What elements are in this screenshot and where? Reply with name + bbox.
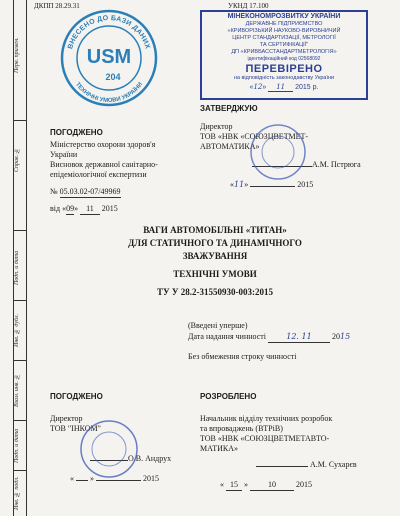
reg-line7: ідентифікаційний код 02568092 xyxy=(247,56,321,62)
developed-date: « 15 » 10 2015 xyxy=(220,480,312,489)
side-divider xyxy=(13,300,26,301)
agreed-left-org: Міністерство охорони здоров'я xyxy=(50,140,156,149)
title-line2: ДЛЯ СТАТИЧНОГО ТА ДИНАМІЧНОГО xyxy=(128,238,302,248)
registration-stamp xyxy=(200,10,368,100)
approved-role: Директор xyxy=(200,122,233,131)
side-label: Взам. инв. № xyxy=(14,373,20,407)
approved-block: ЗАТВЕРДЖУЮ Директор ТОВ «НВК «СОЮЗЦВЕТМЕТ- АВТОМАТИКА» А.М. Пстрюга «11» 2015 xyxy=(200,104,380,190)
side-label: Перв. примен. xyxy=(14,37,20,73)
developed-line1: Начальник відділу технічних розробок xyxy=(200,414,333,423)
title-line4: ТЕХНІЧНІ УМОВИ xyxy=(173,269,257,279)
side-label: Подп. и дата xyxy=(14,250,20,285)
agreed-bottom-role: Директор xyxy=(50,414,83,423)
reg-line4: ЦЕНТР СТАНДАРТИЗАЦІЇ, МЕТРОЛОГІЇ xyxy=(232,35,336,41)
reg-line1: МІНЕКОНОМРОЗВИТКУ УКРАЇНИ xyxy=(227,13,341,20)
agreed-bottom-org: ТОВ "ІНКОМ" xyxy=(50,424,101,433)
usm-number: 204 xyxy=(105,72,121,82)
validity-date: Дата надання чинності 12. 11 2015 xyxy=(188,332,351,341)
approved-heading: ЗАТВЕРДЖУЮ xyxy=(200,104,258,113)
usm-ring-bottom: ТЕХНІЧНІ УМОВИ УКРАЇНИ xyxy=(73,81,145,105)
dkpp-code: ДКПП 28.29.31 xyxy=(34,2,80,10)
side-divider xyxy=(13,470,26,471)
usm-stamp xyxy=(55,8,163,108)
approval-round-stamp xyxy=(248,122,308,182)
reg-line6: ДП «КРИВБАССТАНДАРТМЕТРОЛОГІЯ» xyxy=(231,49,337,55)
ukn-code: УКНД 17.100 xyxy=(228,2,269,10)
side-label: Справ. № xyxy=(14,147,20,173)
approved-org: ТОВ «НВК «СОЮЗЦВЕТМЕТ- xyxy=(200,132,309,141)
reg-line3: «КРИВОРІЗЬКИЙ НАУКОВО-ВИРОБНИЧИЙ xyxy=(227,28,341,34)
reg-checked: ПЕРЕВІРЕНО xyxy=(245,63,323,75)
side-label: Подп. и дата xyxy=(14,428,20,464)
validity-no-limit: Без обмеження строку чинності xyxy=(188,352,297,361)
left-frame-line xyxy=(26,0,27,516)
agreed-left-number: № 05.03.02-07/49969 xyxy=(50,187,121,196)
side-divider xyxy=(13,420,26,421)
side-divider xyxy=(13,360,26,361)
agreed-left-block: ПОГОДЖЕНО Міністерство охорони здоров'я України Висновок державної санітарно- епідеміологічної експертизи № 05.03.02-07/49969 від «09» 11 2015 xyxy=(50,128,210,215)
side-label: Инв. № дубл. xyxy=(14,313,20,347)
agreed-bottom-date: « » 2015 xyxy=(70,474,159,483)
svg-text:ТЕХНІЧНІ УМОВИ УКРАЇНИ xyxy=(74,82,144,104)
title-line5: ТУ У 28.2-31550930-003:2015 xyxy=(157,287,273,297)
developed-block: РОЗРОБЛЕНО Начальник відділу технічних розробок та впроваджень (ВТРіВ) ТОВ «НВК «СОЮЗЦВЕТМЕТАВТО- МАТИКА» А.М. Сухарєв « 15 » 10 2015 xyxy=(200,392,390,491)
validity-block xyxy=(188,320,388,362)
agreed-bottom-heading: ПОГОДЖЕНО xyxy=(50,392,103,401)
side-divider xyxy=(13,120,26,121)
approved-date: «11» 2015 xyxy=(230,180,314,189)
reg-law: на відповідність законодавству України xyxy=(233,75,335,81)
title-line3: ЗВАЖУВАННЯ xyxy=(182,251,248,261)
approved-signer: А.М. Пстрюга xyxy=(200,160,380,170)
title-line1: ВАГИ АВТОМОБІЛЬНІ «ТИТАН» xyxy=(143,225,287,235)
side-divider xyxy=(13,230,26,231)
reg-line2: ДЕРЖАВНЕ ПІДПРИЄМСТВО xyxy=(245,21,323,27)
agreed-left-heading: ПОГОДЖЕНО xyxy=(50,128,103,137)
validity-introduced: (Введені уперше) xyxy=(188,321,248,330)
usm-logo: USM xyxy=(86,46,132,68)
agreed-bottom-signer: О.В. Андрух xyxy=(50,454,190,464)
developed-heading: РОЗРОБЛЕНО xyxy=(200,392,257,401)
title-block xyxy=(40,224,390,299)
side-label: Инв. № подл. xyxy=(14,476,20,510)
inkom-round-stamp xyxy=(78,418,140,480)
agreed-left-date: від «09» 11 2015 xyxy=(50,204,118,213)
reg-date: «12» 11 2015 р. xyxy=(249,83,319,91)
usm-ring-top: ВНЕСЕНО ДО БАЗИ ДАНИХ xyxy=(67,14,151,50)
developed-signer: А.М. Сухарєв xyxy=(200,460,390,470)
reg-line5: ТА СЕРТИФІКАЦІЇ" xyxy=(259,42,309,48)
